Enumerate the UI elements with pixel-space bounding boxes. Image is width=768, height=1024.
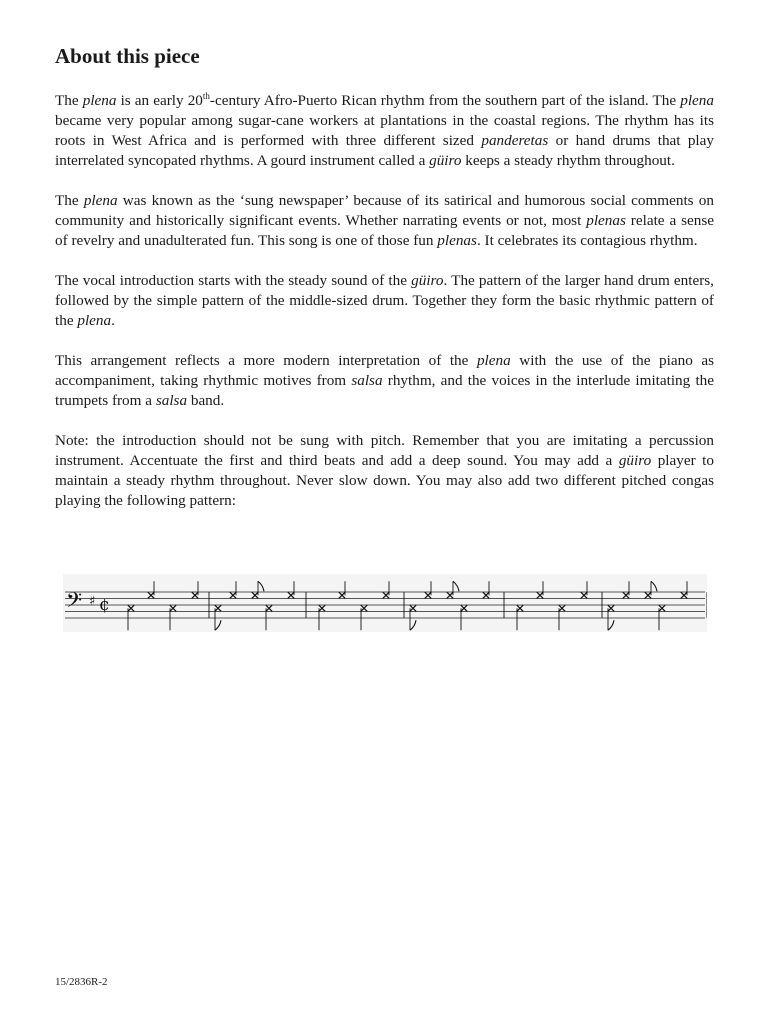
paragraph-3 — [55, 271, 714, 331]
page-title: About this piece — [55, 44, 200, 68]
text-run: -century Afro-Puerto Rican rhythm from the southern part of the island. The — [209, 92, 681, 110]
text-run: The — [55, 92, 83, 110]
paragraph-4 — [55, 351, 714, 411]
italic-term: güiro — [411, 272, 444, 290]
time-signature: ¢ — [99, 595, 110, 615]
text-run: was known as the ‘sung newspaper’ because of its satirical and humorous social comments on community and historically significant events. Whether narrating events or not, most — [55, 192, 714, 230]
italic-term: plena — [476, 352, 511, 370]
text-run: rhythm, and the voices in the interlude imitating the trumpets from a — [55, 372, 714, 410]
text-run: Note: the introduction should not be sung with pitch. Remember that you are imitating a percussion instrument. Accentuate the first and third beats and add a deep sound. You may add a — [55, 432, 714, 470]
text-run: with the use of the piano as accompaniment, taking rhythmic motives from — [55, 352, 714, 390]
page-content — [55, 44, 714, 531]
eighth-flag — [651, 581, 657, 591]
italic-term: plenas — [437, 232, 477, 250]
text-run: became very popular among sugar-cane workers at plantations in the coastal regions. The rhythm has its roots in West Africa and is performed with three different sized — [55, 112, 714, 150]
italic-term: güiro — [618, 452, 652, 470]
text-run: is an early 20 — [116, 92, 203, 110]
text-run: . The pattern of the larger hand drum enters, followed by the simple pattern of the middle-sized drum. Together they form the basic rhythmic pattern of the — [55, 272, 714, 330]
italic-term: güiro — [429, 152, 462, 170]
conga-pattern-staff — [63, 574, 707, 632]
eighth-flag — [453, 581, 459, 591]
paragraph-5 — [55, 431, 714, 511]
italic-term: plena — [680, 92, 714, 110]
text-run: or hand drums that play interrelated syncopated rhythms. A gourd instrument called a — [55, 132, 714, 170]
text-run: . — [111, 312, 115, 330]
key-signature: ♯ — [89, 594, 96, 609]
italic-term: plena — [77, 312, 112, 330]
italic-term: plena — [83, 192, 118, 210]
text-run: band. — [187, 392, 225, 410]
text-run: player to maintain a steady rhythm throughout. Never slow down. You may also add two different pitched congas playing the following pattern: — [55, 452, 714, 510]
page-footer-code: 15/2836R-2 — [55, 976, 108, 988]
bass-clef-icon: 𝄢 — [66, 588, 83, 617]
paragraph-1 — [55, 91, 714, 171]
body-text — [55, 91, 714, 511]
italic-term: panderetas — [481, 132, 549, 150]
text-run: keeps a steady rhythm throughout. — [461, 152, 675, 170]
text-run: This arrangement reflects a more modern interpretation of the — [55, 352, 477, 370]
text-run: relate a sense of revelry and unadulterated fun. This song is one of those fun — [55, 212, 714, 250]
text-run: The — [55, 192, 84, 210]
superscript: th — [202, 91, 210, 102]
eighth-flag — [410, 620, 416, 630]
eighth-flag — [215, 620, 221, 630]
italic-term: plenas — [586, 212, 626, 230]
music-notation — [63, 574, 707, 632]
italic-term: salsa — [351, 372, 383, 390]
eighth-flag — [258, 581, 264, 591]
paragraph-2 — [55, 191, 714, 251]
italic-term: plena — [82, 92, 117, 110]
eighth-flag — [608, 620, 614, 630]
italic-term: salsa — [155, 392, 188, 410]
text-run: The vocal introduction starts with the steady sound of the — [55, 272, 412, 290]
text-run: . It celebrates its contagious rhythm. — [476, 232, 698, 250]
